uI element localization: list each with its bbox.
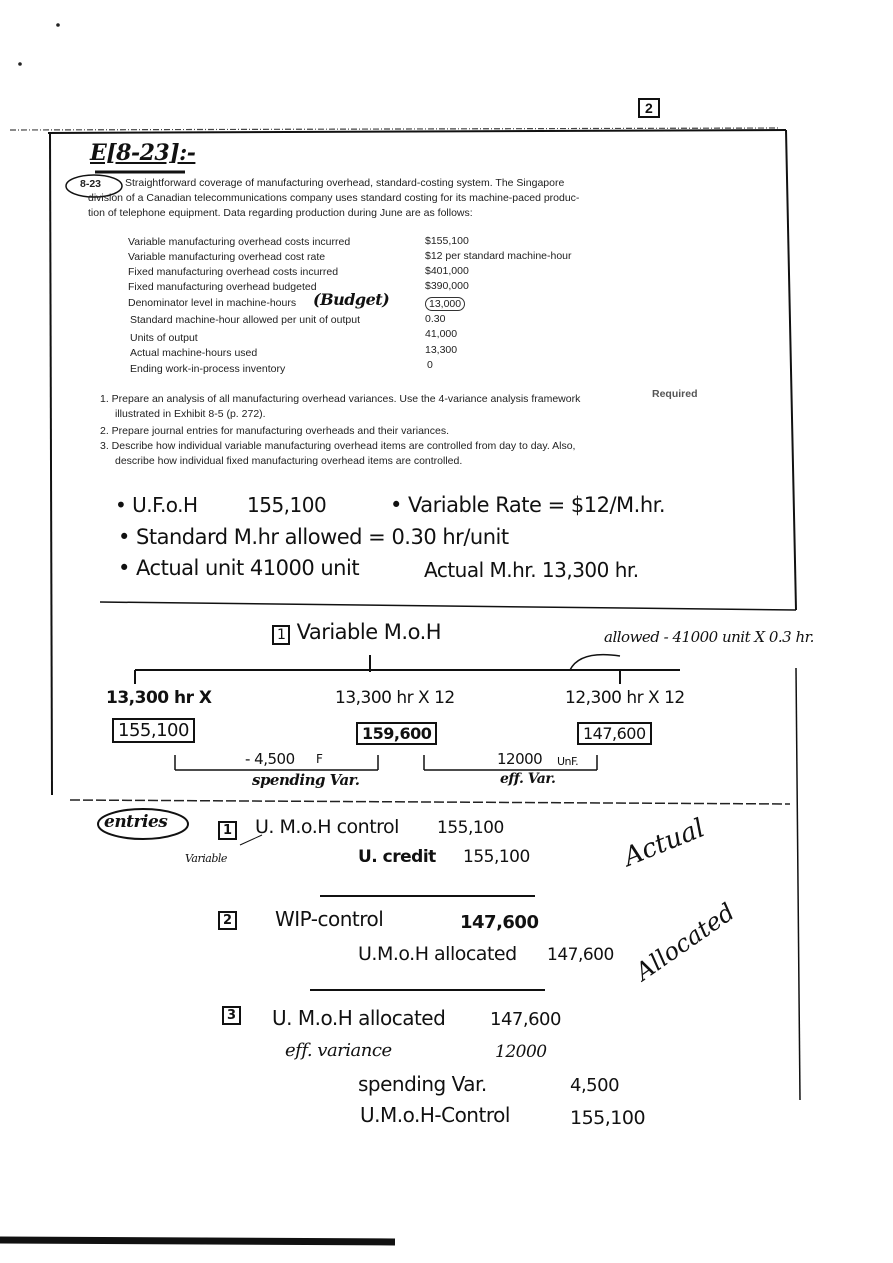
data-value: 13,000 <box>425 297 465 311</box>
actual-machine-hours: Actual M.hr. 13,300 hr. <box>424 558 639 582</box>
vfoh-label: • U.F.o.H <box>115 493 198 517</box>
requirement-1b: illustrated in Exhibit 8-5 (p. 272). <box>115 408 266 420</box>
col2-calc: 13,300 hr X 12 <box>335 688 455 708</box>
col2-value: 159,600 <box>356 722 437 745</box>
vfoh-value: 155,100 <box>247 493 327 517</box>
data-label: Variable manufacturing overhead costs incurred <box>128 236 351 248</box>
budget-note: (Budget) <box>313 290 390 309</box>
data-value: 0.30 <box>425 313 446 325</box>
requirement-3: 3. Describe how individual variable manufacturing overhead items are controlled from day to day. Also, <box>100 440 576 452</box>
entry-number: 3 <box>222 1006 241 1025</box>
requirement-3b: describe how individual fixed manufacturing overhead items are controlled. <box>115 455 463 467</box>
standard-hour: • Standard M.hr allowed = 0.30 hr/unit <box>118 525 509 549</box>
data-value: 0 <box>427 359 433 371</box>
page-number: 2 <box>638 98 660 118</box>
entry-debit-amount: 155,100 <box>437 818 504 838</box>
data-label: Ending work-in-process inventory <box>130 363 286 375</box>
data-label: Denominator level in machine-hours <box>128 297 297 309</box>
actual-unit: • Actual unit 41000 unit <box>118 556 360 580</box>
col3-calc: 12,300 hr X 12 <box>565 688 685 708</box>
variable-note: Variable <box>185 852 227 865</box>
efficiency-label: eff. Var. <box>500 771 556 787</box>
col3-value: 147,600 <box>577 722 652 745</box>
entry-credit: U.M.o.H allocated <box>358 943 517 965</box>
entry-debit: U. M.o.H allocated <box>272 1006 446 1030</box>
entry-debit: U. M.o.H control <box>255 816 399 838</box>
entry-credit: U. credit <box>358 847 436 867</box>
data-value: $12 per standard machine-hour <box>425 250 572 262</box>
efficiency-flag: UnF. <box>557 755 579 768</box>
col1-calc: 13,300 hr X <box>106 688 212 708</box>
data-value: 13,300 <box>425 344 458 356</box>
problem-number: 8-23 <box>80 178 102 190</box>
entry-credit-amount: 155,100 <box>463 847 530 867</box>
entry-line4-amount: 155,100 <box>570 1107 646 1129</box>
data-value: $401,000 <box>425 265 469 277</box>
required-label: Required <box>652 388 698 400</box>
data-label: Actual machine-hours used <box>130 347 258 359</box>
variance-title-text: Variable M.o.H <box>296 620 442 644</box>
data-value: 41,000 <box>425 328 458 340</box>
entry-line2: eff. variance <box>285 1040 392 1061</box>
data-label: Fixed manufacturing overhead costs incurred <box>128 266 339 278</box>
entry-number: 2 <box>218 911 237 930</box>
allowed-note: allowed - 41000 unit X 0.3 hr. <box>604 628 814 646</box>
variable-rate: • Variable Rate = $12/M.hr. <box>390 493 666 517</box>
entry-debit-amount: 147,600 <box>490 1009 561 1030</box>
data-label: Variable manufacturing overhead cost rate <box>128 251 326 263</box>
variance-title <box>272 620 441 644</box>
entry-debit: WIP-control <box>275 907 384 931</box>
efficiency-amount: 12000 <box>497 750 543 768</box>
entry-note: Actual <box>619 813 709 873</box>
entry-line4: U.M.o.H-Control <box>360 1103 510 1127</box>
spending-flag: F <box>316 752 323 766</box>
entry-line3-amount: 4,500 <box>570 1075 620 1096</box>
variance-title-number: 1 <box>272 625 290 645</box>
requirement-1: 1. Prepare an analysis of all manufacturing overhead variances. Use the 4-variance analysis framework <box>100 393 581 405</box>
exercise-heading: E[8-23]:- <box>90 140 196 166</box>
entry-line2-amount: 12000 <box>495 1042 547 1062</box>
spending-amount: - 4,500 <box>245 750 295 768</box>
entry-number: 1 <box>218 821 237 840</box>
data-label: Fixed manufacturing overhead budgeted <box>128 281 317 293</box>
requirement-2: 2. Prepare journal entries for manufacturing overheads and their variances. <box>100 425 450 437</box>
data-value: $155,100 <box>425 235 469 247</box>
entry-line3: spending Var. <box>358 1072 487 1096</box>
data-value: $390,000 <box>425 280 469 292</box>
entries-label: entries <box>104 812 168 832</box>
data-label: Units of output <box>130 332 198 344</box>
entry-note: Allocated <box>630 897 740 987</box>
entry-debit-amount: 147,600 <box>460 912 539 933</box>
spending-label: spending Var. <box>252 771 360 789</box>
problem-intro-3: tion of telephone equipment. Data regarding production during June are as follows: <box>88 207 473 219</box>
problem-intro-2: division of a Canadian telecommunications company uses standard costing for its machine-paced produc- <box>88 192 580 204</box>
entry-credit-amount: 147,600 <box>547 945 614 965</box>
problem-intro-1: Straightforward coverage of manufacturing overhead, standard-costing system. The Singapore <box>125 177 565 189</box>
col1-value: 155,100 <box>112 718 195 743</box>
data-label: Standard machine-hour allowed per unit of output <box>130 314 360 326</box>
